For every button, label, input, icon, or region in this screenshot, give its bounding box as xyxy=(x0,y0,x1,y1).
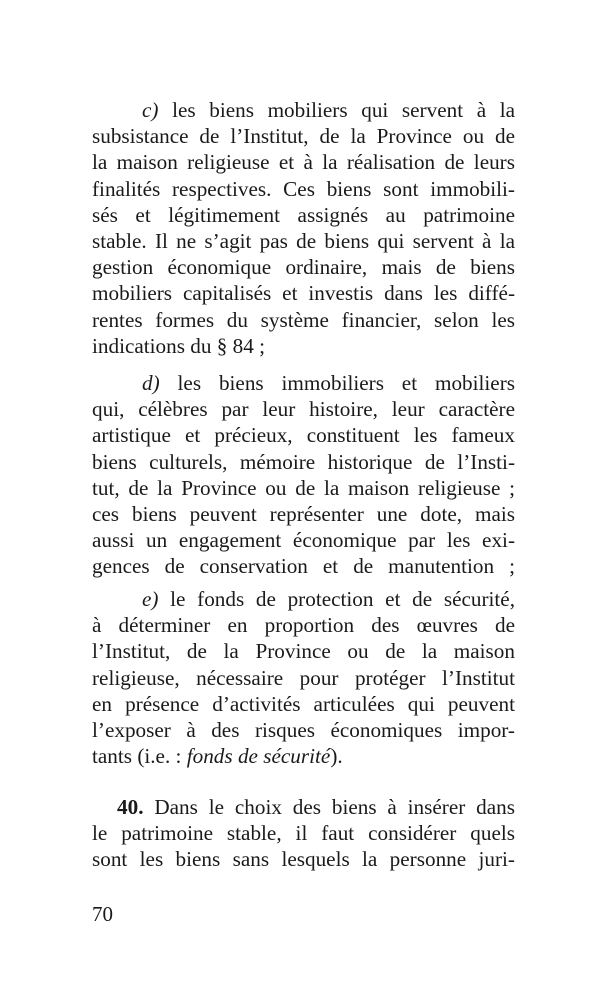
item-d-line: gences de conservation et de manutention ; xyxy=(92,554,515,579)
item-c-line: la maison religieuse et à la réalisation de leurs xyxy=(92,150,515,175)
page-number: 70 xyxy=(92,902,113,926)
paragraph-40 xyxy=(92,794,515,873)
item-d-line: aussi un engagement économique par les exi- xyxy=(92,528,515,553)
item-c-line: finalités respectives. Ces biens sont immobili- xyxy=(92,176,515,201)
item-d-letter: d) xyxy=(142,371,160,395)
item-e-line: tants (i.e. : fonds de sécurité). xyxy=(92,744,343,769)
item-c-line: mobiliers capitalisés et investis dans les diffé- xyxy=(92,281,515,306)
item-e-line: l’exposer à des risques économiques impor- xyxy=(92,718,515,743)
item-c-line: gestion économique ordinaire, mais de biens xyxy=(92,255,515,280)
item-d-line: qui, célèbres par leur histoire, leur caractère xyxy=(92,397,515,422)
item-c-line: indications du § 84 ; xyxy=(92,333,266,358)
paragraph-number: 40. xyxy=(117,795,144,819)
item-e-letter: e) xyxy=(142,587,159,611)
item-e-line: à déterminer en proportion des œuvres de xyxy=(92,613,515,638)
item-e-line: e) le fonds de protection et de sécurité, xyxy=(142,587,516,611)
item-e-line: en présence d’activités articulées qui peuvent xyxy=(92,691,515,716)
item-d-line: artistique et précieux, constituent les fameux xyxy=(92,423,515,448)
item-c-line: sés et légitimement assignés au patrimoine xyxy=(92,202,515,227)
item-d-line: biens culturels, mémoire historique de l’Insti- xyxy=(92,449,515,474)
item-d-line: d) les biens immobiliers et mobiliers xyxy=(142,371,516,395)
item-d-line: ces biens peuvent représenter une dote, mais xyxy=(92,502,515,527)
item-c-line: subsistance de l’Institut, de la Province ou de xyxy=(92,124,515,149)
paragraph-40-line: le patrimoine stable, il faut considérer quels xyxy=(92,821,515,846)
item-e-line: l’Institut, de la Province ou de la maison xyxy=(92,639,515,664)
paragraph-40-line: sont les biens sans lesquels la personne juri- xyxy=(92,847,515,872)
item-d-line: tut, de la Province ou de la maison religieuse ; xyxy=(92,475,515,500)
fonds-de-securite-term: fonds de sécurité xyxy=(186,744,331,769)
item-e xyxy=(92,586,515,769)
item-e-line: religieuse, nécessaire pour protéger l’Institut xyxy=(92,665,515,690)
item-d xyxy=(92,370,515,580)
item-c xyxy=(92,97,515,359)
item-c-letter: c) xyxy=(142,98,159,122)
item-c-line: rentes formes du système financier, selon les xyxy=(92,307,515,332)
item-c-line: c) les biens mobiliers qui servent à la xyxy=(142,98,516,122)
paragraph-40-line: 40. Dans le choix des biens à insérer dans xyxy=(117,795,515,819)
item-c-line: stable. Il ne s’agit pas de biens qui servent à la xyxy=(92,229,515,254)
